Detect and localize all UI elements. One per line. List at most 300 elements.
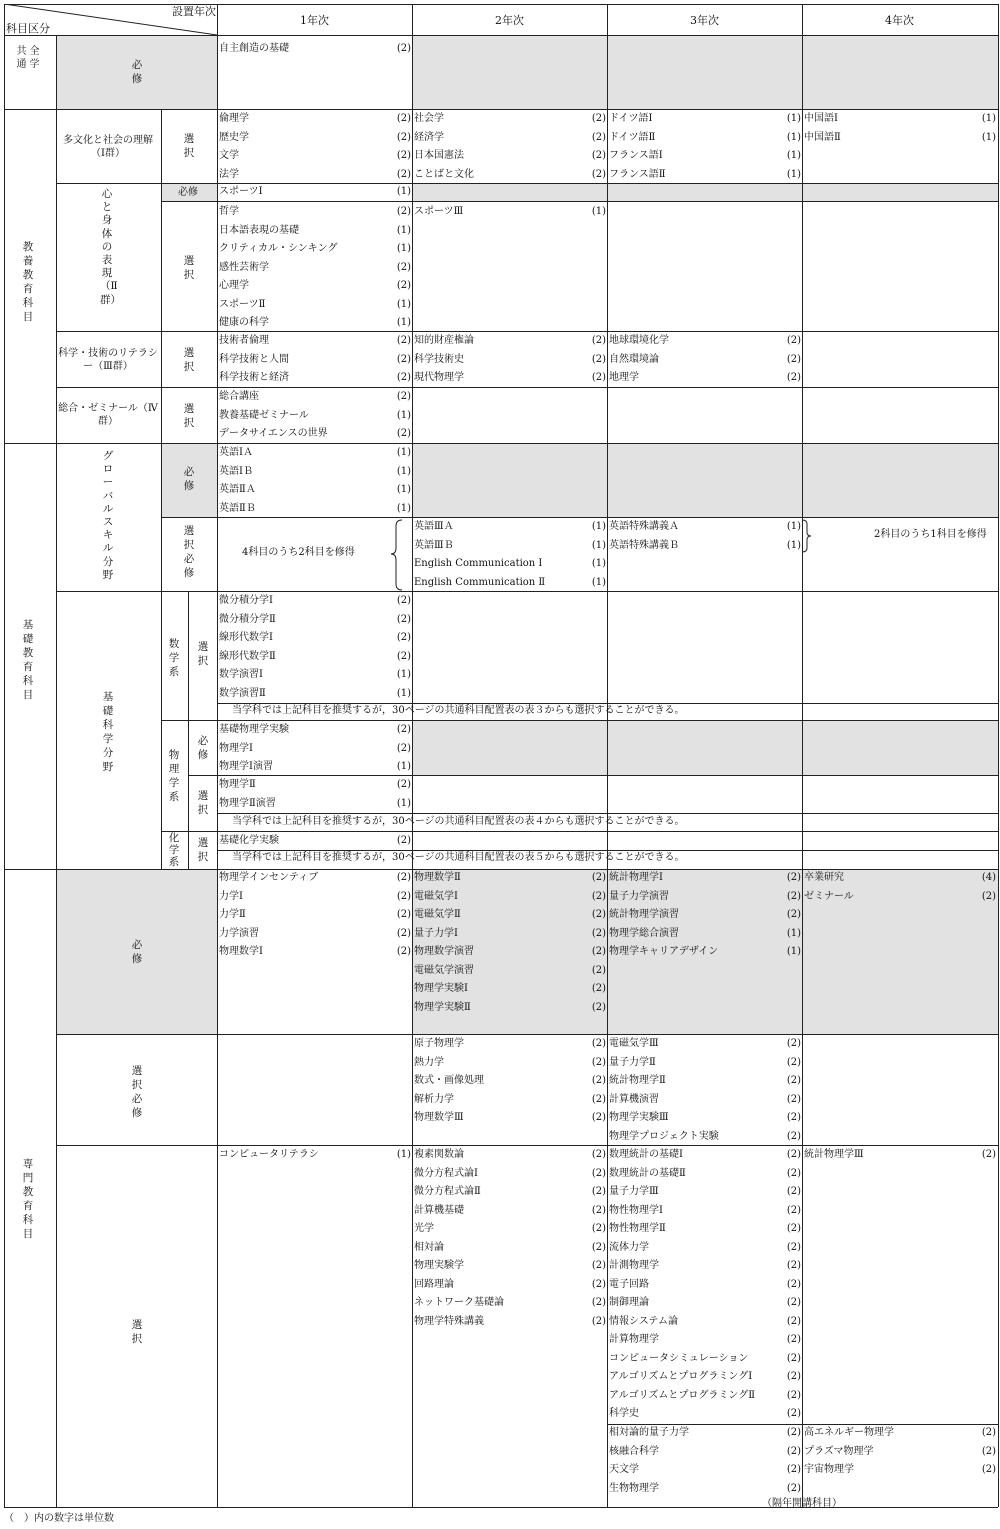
majorele-course-name: アルゴリズムとプログラミングⅠ <box>609 1371 753 1382</box>
majorreq-course-credits: (2) <box>396 909 411 920</box>
grid-hline <box>161 720 998 721</box>
majorselreq-course-credits: (2) <box>591 1093 606 1105</box>
majorreq-course-name: 物理学キャリアデザイン <box>609 946 719 957</box>
shade-global-req-y <box>412 443 998 517</box>
g1-course-name: 歴史学 <box>219 131 249 143</box>
majorele-course-credits: (2) <box>786 1352 801 1364</box>
g1-course-credits: (1) <box>786 113 801 124</box>
majorele-course-credits: (2) <box>786 1334 801 1345</box>
g1-course-credits: (2) <box>396 131 411 143</box>
physreq-course-name: 基礎物理学実験 <box>219 724 289 735</box>
majorreq-course-name: 物理学実験Ⅱ <box>414 1001 471 1013</box>
g3-course-name: 科学技術史 <box>414 353 464 365</box>
majorele-course-credits: (2) <box>591 1204 606 1216</box>
kind-common-required: 必修 <box>131 59 143 85</box>
bracket-close-icon <box>800 518 814 554</box>
g2ele-course-name: スポーツⅢ <box>414 206 464 217</box>
majorele-course-name: 物理学特殊講義 <box>414 1315 484 1327</box>
section-major: 専門教育科目 <box>22 1158 34 1240</box>
math-course-name: 線形代数学Ⅱ <box>219 650 276 662</box>
physele-course-credits: (1) <box>396 797 411 809</box>
g3-course-credits: (2) <box>591 353 606 365</box>
grid-vline <box>4 4 5 1507</box>
g3-course-name: 現代物理学 <box>414 372 464 383</box>
majorselreq-course-name: 物理数学Ⅲ <box>414 1112 464 1123</box>
global-course-name: 英語ⅠＡ <box>219 447 253 458</box>
g3-course-credits: (2) <box>786 372 801 383</box>
g1-course-name: 文学 <box>219 150 239 161</box>
majorele-course-credits: (2) <box>591 1241 606 1253</box>
g1-course-credits: (1) <box>981 113 996 124</box>
grid-hline <box>188 775 998 776</box>
globalsel-course-credits: (1) <box>591 576 606 588</box>
physele-course-name: 物理学Ⅱ <box>219 779 256 790</box>
majorselreq-course-credits: (2) <box>786 1075 801 1086</box>
g2ele-course-credits: (2) <box>396 206 411 217</box>
grid-vline <box>161 443 162 869</box>
chem-course-credits: (2) <box>396 835 411 846</box>
globalsel-course-name: 英語ⅢＡ <box>414 521 454 532</box>
g2ele-course-credits: (1) <box>396 224 411 236</box>
chem-note: 当学科では上記科目を推奨するが，30ページの共通科目配置表の表５からも選択することができる。 <box>232 852 685 863</box>
majorselreq-course-name: 物理学プロジェクト実験 <box>609 1130 719 1142</box>
majorselreq-course-name: 数式・画像処理 <box>414 1075 484 1086</box>
g2req-course-credits: (1) <box>396 186 411 197</box>
g1-course-credits: (1) <box>786 131 801 143</box>
majorele-course-credits: (2) <box>786 1223 801 1234</box>
majorele-course-name: 流体力学 <box>609 1241 649 1253</box>
g1-course-credits: (1) <box>786 150 801 161</box>
majorele-b-course-credits: (2) <box>786 1427 801 1438</box>
common-course-credits: (2) <box>396 43 411 54</box>
majorselreq-course-name: 原子物理学 <box>414 1038 464 1049</box>
math-course-credits: (1) <box>396 669 411 680</box>
grid-vline <box>56 35 57 1507</box>
physreq-course-credits: (1) <box>396 761 411 772</box>
math-course-name: 微分積分学Ⅱ <box>219 613 276 625</box>
g3-course-name: 自然環境論 <box>609 353 659 365</box>
grid-hline <box>4 869 998 870</box>
g3-course-name: 知的財産権論 <box>414 335 474 346</box>
section-liberal: 教養教育科目 <box>22 241 34 323</box>
math-course-credits: (2) <box>396 632 411 643</box>
majorreq-course-credits: (2) <box>981 890 996 902</box>
majorselreq-course-credits: (2) <box>591 1075 606 1086</box>
majorreq-course-credits: (2) <box>786 909 801 920</box>
global-y4-note: 2科目のうち1科目を修得 <box>874 529 987 540</box>
group-sci: 基礎科学分野 <box>102 691 114 773</box>
majorele-b-course-credits: (2) <box>981 1445 996 1457</box>
biennial-note: （隔年開講科目） <box>762 1498 842 1509</box>
grid-vline <box>607 4 608 1507</box>
kind-phys-elective: 選択 <box>197 790 209 816</box>
majorele-b-course-name: 天文学 <box>609 1464 639 1475</box>
g3-course-name: 科学技術と人間 <box>219 353 289 365</box>
g2ele-course-credits: (1) <box>396 317 411 328</box>
g1-course-credits: (2) <box>591 113 606 124</box>
majorreq-course-name: 物理学総合演習 <box>609 927 679 939</box>
g1-course-credits: (1) <box>981 131 996 143</box>
majorreq-course-credits: (2) <box>591 927 606 939</box>
shade-phys-req <box>412 720 998 775</box>
g3-course-name: 技術者倫理 <box>219 335 269 346</box>
math-course-credits: (2) <box>396 613 411 625</box>
g2ele-course-credits: (2) <box>396 280 411 291</box>
group-chem: 化学系 <box>168 832 180 868</box>
g2ele-course-name: 日本語表現の基礎 <box>219 224 299 236</box>
majorreq-course-name: 電磁気学Ⅱ <box>414 909 461 920</box>
g4-course-name: 総合講座 <box>219 391 259 402</box>
majorselreq-course-credits: (2) <box>786 1056 801 1068</box>
majorreq-course-name: 物理数学Ⅱ <box>414 872 461 883</box>
physele-course-name: 物理学Ⅱ演習 <box>219 797 276 809</box>
grid-vline <box>161 109 162 443</box>
g2ele-course-credits: (1) <box>396 298 411 310</box>
majorreq-course-name: 統計物理学演習 <box>609 909 679 920</box>
g3-course-credits: (2) <box>591 335 606 346</box>
g1-course-name: 社会学 <box>414 113 444 124</box>
majorreq-course-credits: (2) <box>396 946 411 957</box>
majorele-course-name: 統計物理学Ⅲ <box>804 1149 864 1160</box>
majorele-course-name: 回路理論 <box>414 1278 454 1290</box>
g4-course-name: 教養基礎ゼミナール <box>219 409 309 421</box>
global-course-credits: (1) <box>396 447 411 458</box>
grid-hline <box>161 201 998 202</box>
common-course-name: 自主創造の基礎 <box>219 43 289 54</box>
global-course-name: 英語ⅠＢ <box>219 465 253 477</box>
majorselreq-course-name: 物理学実験Ⅲ <box>609 1112 669 1123</box>
g2ele-course-credits: (2) <box>396 261 411 273</box>
math-course-credits: (2) <box>396 595 411 606</box>
majorele-course-credits: (2) <box>981 1149 996 1160</box>
majorreq-course-credits: (4) <box>981 872 996 883</box>
majorele-course-credits: (2) <box>591 1223 606 1234</box>
group-global: グローバルスキル分野 <box>102 450 114 581</box>
header-category-label: 科目区分 <box>6 22 50 35</box>
grid-hline <box>56 331 998 332</box>
majorele-course-credits: (2) <box>591 1260 606 1271</box>
majorele-course-name: 数理統計の基礎Ⅱ <box>609 1167 686 1179</box>
g1-course-credits: (2) <box>396 150 411 161</box>
majorele-course-name: 物理実験学 <box>414 1260 464 1271</box>
globalsel-course-name: 英語特殊講義Ｂ <box>609 539 679 551</box>
globalsel-course-name: English Communication Ⅱ <box>414 576 546 588</box>
math-course-credits: (2) <box>396 650 411 662</box>
g4-course-credits: (2) <box>396 391 411 402</box>
g4-course-name: データサイエンスの世界 <box>219 428 328 439</box>
grid-vline <box>217 4 218 1507</box>
grid-hline <box>161 517 998 518</box>
majorele-course-name: 制御理論 <box>609 1297 649 1308</box>
g2ele-course-name: 健康の科学 <box>219 317 269 328</box>
majorselreq-course-name: 計算機演習 <box>609 1093 659 1105</box>
majorselreq-course-credits: (2) <box>591 1112 606 1123</box>
grid-hline <box>217 703 998 704</box>
physreq-course-credits: (2) <box>396 724 411 735</box>
majorselreq-course-credits: (2) <box>786 1112 801 1123</box>
majorselreq-course-credits: (2) <box>786 1130 801 1142</box>
g1-course-credits: (2) <box>591 131 606 143</box>
majorele-course-name: ネットワーク基礎論 <box>414 1297 504 1308</box>
majorele-course-credits: (1) <box>396 1149 411 1160</box>
g1-course-credits: (2) <box>396 168 411 180</box>
grid-vline <box>802 4 803 1507</box>
global-course-name: 英語ⅡＢ <box>219 502 256 514</box>
majorele-b-course-name: 生物物理学 <box>609 1482 659 1494</box>
majorele-course-credits: (2) <box>786 1278 801 1290</box>
majorreq-course-credits: (2) <box>591 983 606 994</box>
majorele-course-credits: (2) <box>786 1315 801 1327</box>
majorele-course-credits: (2) <box>591 1278 606 1290</box>
g2ele-course-name: 哲学 <box>219 206 239 217</box>
footnote: （ ）内の数字は単位数 <box>4 1513 114 1524</box>
majorreq-course-credits: (2) <box>786 872 801 883</box>
majorselreq-course-credits: (2) <box>786 1038 801 1049</box>
math-course-name: 数学演習Ⅱ <box>219 687 266 699</box>
group-g2: 心と身体の表現（Ⅱ群） <box>100 188 121 306</box>
kind-g4-elective: 選択 <box>183 403 195 429</box>
majorele-course-name: コンピュータシミュレーション <box>609 1352 749 1364</box>
majorele-course-credits: (2) <box>786 1260 801 1271</box>
majorele-course-name: 複素関数論 <box>414 1149 464 1160</box>
group-g1: 多文化と社会の理解（Ⅰ群） <box>63 135 153 159</box>
g1-course-name: 経済学 <box>414 131 444 143</box>
majorreq-course-credits: (2) <box>591 946 606 957</box>
kind-g3-elective: 選択 <box>183 347 195 373</box>
majorreq-course-name: ゼミナール <box>804 890 854 902</box>
majorreq-course-name: 力学Ⅰ <box>219 890 243 902</box>
majorele-course-name: 量子力学Ⅲ <box>609 1186 659 1197</box>
section-basic: 基礎教育科目 <box>22 619 34 701</box>
globalsel-course-credits: (1) <box>591 521 606 532</box>
kind-major-elective: 選択 <box>131 1319 143 1345</box>
majorele-course-name: 計測物理学 <box>609 1260 659 1271</box>
majorele-course-credits: (2) <box>786 1167 801 1179</box>
kind-math-elective: 選択 <box>197 641 209 667</box>
majorele-course-credits: (2) <box>591 1297 606 1308</box>
majorreq-course-name: 卒業研究 <box>804 872 844 883</box>
kind-g1-elective: 選択 <box>183 133 195 159</box>
majorreq-course-name: 物理数学Ⅰ <box>219 946 263 957</box>
majorele-course-name: 物性物理学Ⅰ <box>609 1204 663 1216</box>
grid-hline <box>217 850 998 851</box>
global-course-credits: (1) <box>396 502 411 514</box>
global-course-name: 英語ⅡＡ <box>219 484 256 495</box>
g3-course-name: 科学技術と経済 <box>219 372 289 383</box>
majorreq-course-credits: (1) <box>786 946 801 957</box>
g2ele-course-credits: (1) <box>396 243 411 254</box>
majorele-course-name: 微分方程式論Ⅱ <box>414 1186 481 1197</box>
g2ele-course-name: スポーツⅡ <box>219 298 266 310</box>
math-course-credits: (1) <box>396 687 411 699</box>
majorele-course-name: 計算機基礎 <box>414 1204 464 1216</box>
majorele-course-name: 光学 <box>414 1223 434 1234</box>
majorselreq-course-name: 解析力学 <box>414 1093 454 1105</box>
math-note: 当学科では上記科目を推奨するが，30ページの共通科目配置表の表３からも選択することができる。 <box>232 705 685 716</box>
grid-hline <box>607 1424 998 1425</box>
majorreq-course-name: 物理学実験Ⅰ <box>414 983 468 994</box>
group-phys: 物理学系 <box>168 749 180 803</box>
g1-course-name: 中国語Ⅰ <box>804 113 838 124</box>
majorele-course-name: 計算物理学 <box>609 1334 659 1345</box>
g2req-course-name: スポーツⅠ <box>219 186 263 197</box>
g1-course-name: 中国語Ⅱ <box>804 131 841 143</box>
majorele-b-course-credits: (2) <box>786 1445 801 1457</box>
shade-common-y <box>412 35 998 109</box>
kind-global-selreq: 選択必修 <box>183 525 195 579</box>
majorele-course-name: 電子回路 <box>609 1278 649 1290</box>
group-g4: 総合・ゼミナール（Ⅳ群） <box>58 403 158 427</box>
majorele-course-credits: (2) <box>786 1408 801 1419</box>
majorele-course-credits: (2) <box>786 1297 801 1308</box>
g1-course-name: 倫理学 <box>219 113 249 124</box>
g3-course-credits: (2) <box>786 353 801 365</box>
physreq-course-name: 物理学Ⅰ演習 <box>219 761 273 772</box>
g3-course-name: 地理学 <box>609 372 639 383</box>
globalsel-course-credits: (1) <box>591 539 606 551</box>
majorreq-course-credits: (1) <box>786 927 801 939</box>
majorele-course-name: コンピュータリテラシ <box>219 1149 319 1160</box>
majorreq-course-name: 物理学インセンティブ <box>219 872 319 883</box>
majorreq-course-name: 電磁気学Ⅰ <box>414 890 458 902</box>
majorreq-course-name: 力学Ⅱ <box>219 909 246 920</box>
g3-course-credits: (2) <box>396 372 411 383</box>
g2ele-course-credits: (1) <box>591 206 606 217</box>
majorele-course-name: 物性物理学Ⅱ <box>609 1223 666 1234</box>
majorele-b-course-name: 核融合科学 <box>609 1445 659 1457</box>
g1-course-name: ドイツ語Ⅱ <box>609 131 656 143</box>
g4-course-credits: (1) <box>396 409 411 421</box>
physele-course-credits: (2) <box>396 779 411 790</box>
majorele-course-name: 相対論 <box>414 1241 444 1253</box>
majorele-b-course-credits: (2) <box>786 1482 801 1494</box>
grid-hline <box>56 591 998 592</box>
majorselreq-course-name: 統計物理学Ⅱ <box>609 1075 666 1086</box>
grid-vline <box>412 4 413 1507</box>
majorele-b-course-name: プラズマ物理学 <box>804 1445 874 1457</box>
g1-course-credits: (2) <box>396 113 411 124</box>
kind-g2-elective: 選択 <box>183 255 195 281</box>
majorselreq-course-credits: (2) <box>786 1093 801 1105</box>
header-year-4: 4年次 <box>885 14 914 27</box>
group-g3: 科学・技術のリテラシー（Ⅲ群） <box>58 348 158 372</box>
majorreq-course-name: 統計物理学Ⅰ <box>609 872 663 883</box>
grid-hline <box>56 183 998 184</box>
header-year-label: 設置年次 <box>172 5 216 18</box>
kind-chem-elective: 選択 <box>197 837 209 863</box>
majorele-course-credits: (2) <box>786 1186 801 1197</box>
g1-course-credits: (1) <box>786 168 801 180</box>
majorele-course-name: アルゴリズムとプログラミングⅡ <box>609 1389 755 1401</box>
global-course-credits: (1) <box>396 465 411 477</box>
g1-course-name: フランス語Ⅰ <box>609 150 663 161</box>
physreq-course-credits: (2) <box>396 742 411 754</box>
majorele-course-name: 微分方程式論Ⅰ <box>414 1167 478 1179</box>
header-year-3: 3年次 <box>690 14 719 27</box>
g1-course-credits: (2) <box>591 168 606 180</box>
g3-course-credits: (2) <box>591 372 606 383</box>
majorselreq-course-credits: (2) <box>591 1038 606 1049</box>
majorreq-course-credits: (2) <box>591 1001 606 1013</box>
math-course-name: 線形代数学Ⅰ <box>219 632 273 643</box>
majorele-b-course-credits: (2) <box>981 1427 996 1438</box>
global-course-credits: (1) <box>396 484 411 495</box>
g4-course-credits: (2) <box>396 428 411 439</box>
majorselreq-course-name: 量子力学Ⅱ <box>609 1056 656 1068</box>
g2ele-course-name: 感性芸術学 <box>219 261 269 273</box>
majorreq-course-name: 力学演習 <box>219 927 259 939</box>
majorreq-course-name: 電磁気学演習 <box>414 964 474 976</box>
majorreq-course-name: 量子力学演習 <box>609 890 669 902</box>
grid-hline <box>217 813 998 814</box>
grid-hline <box>4 1507 998 1508</box>
chem-course-name: 基礎化学実験 <box>219 835 279 846</box>
majorele-course-credits: (2) <box>591 1149 606 1160</box>
majorreq-course-credits: (2) <box>786 890 801 902</box>
grid-vline <box>998 4 999 1507</box>
grid-hline <box>56 387 998 388</box>
g3-course-name: 地球環境化学 <box>609 335 669 346</box>
globalsel-course-credits: (1) <box>786 521 801 532</box>
phys-note: 当学科では上記科目を推奨するが，30ページの共通科目配置表の表４からも選択することができる。 <box>232 816 685 827</box>
grid-hline <box>56 1034 998 1035</box>
physreq-course-name: 物理学Ⅰ <box>219 742 253 754</box>
majorreq-course-credits: (2) <box>591 964 606 976</box>
g3-course-credits: (2) <box>786 335 801 346</box>
globalsel-course-name: English Communication Ⅰ <box>414 558 543 569</box>
kind-global-required: 必修 <box>183 466 195 492</box>
header-year-1: 1年次 <box>300 14 329 27</box>
majorele-course-credits: (2) <box>786 1371 801 1382</box>
majorele-course-name: 数理統計の基礎Ⅰ <box>609 1149 683 1160</box>
math-course-name: 微分積分学Ⅰ <box>219 595 273 606</box>
majorele-b-course-credits: (2) <box>786 1464 801 1475</box>
majorreq-course-credits: (2) <box>396 890 411 902</box>
g2ele-course-name: 心理学 <box>219 280 249 291</box>
g1-course-name: ドイツ語Ⅰ <box>609 113 653 124</box>
globalsel-course-credits: (1) <box>591 558 606 569</box>
majorele-course-credits: (2) <box>591 1186 606 1197</box>
majorselreq-course-name: 熱力学 <box>414 1056 444 1068</box>
g3-course-credits: (2) <box>396 353 411 365</box>
globalsel-course-name: 英語特殊講義Ａ <box>609 521 679 532</box>
shade-g2req-y <box>412 183 998 201</box>
grid-hline <box>56 1145 998 1146</box>
grid-hline <box>4 109 998 110</box>
majorreq-course-credits: (2) <box>396 872 411 883</box>
grid-hline <box>161 831 998 832</box>
global-y1-note: 4科目のうち2科目を修得 <box>242 547 355 558</box>
majorele-course-credits: (2) <box>786 1149 801 1160</box>
majorreq-course-credits: (2) <box>591 890 606 902</box>
majorele-b-course-name: 高エネルギー物理学 <box>804 1427 894 1438</box>
majorreq-course-credits: (2) <box>396 927 411 939</box>
bracket-icon <box>388 518 412 592</box>
majorele-course-credits: (2) <box>591 1315 606 1327</box>
majorele-b-course-credits: (2) <box>981 1464 996 1475</box>
majorele-course-credits: (2) <box>786 1241 801 1253</box>
kind-major-required: 必修 <box>131 939 143 965</box>
majorele-b-course-name: 相対論的量子力学 <box>609 1427 689 1438</box>
group-math: 数学系 <box>168 638 180 678</box>
g1-course-name: フランス語Ⅱ <box>609 168 666 180</box>
kind-g2-required: 必修 <box>178 187 198 198</box>
math-course-name: 数学演習Ⅰ <box>219 669 263 680</box>
g1-course-credits: (2) <box>591 150 606 161</box>
majorele-course-credits: (2) <box>786 1204 801 1216</box>
g1-course-name: 日本国憲法 <box>414 150 464 161</box>
grid-hline <box>4 443 998 444</box>
